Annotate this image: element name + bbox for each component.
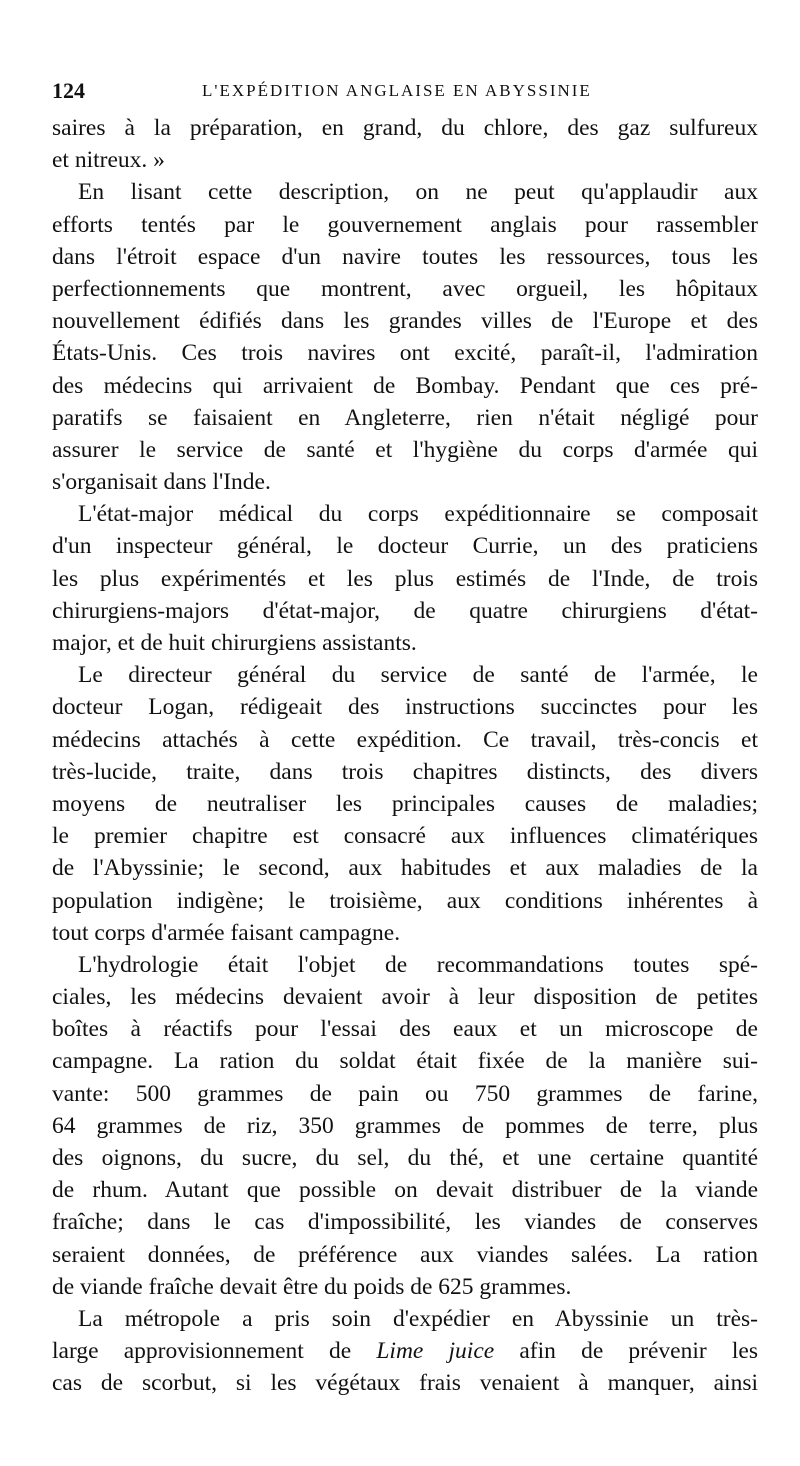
text-line: cas de scorbut, si les végétaux frais venaient à manquer, ainsi — [52, 1370, 758, 1397]
text-line: efforts tentés par le gouvernement anglais pour rassembler — [52, 211, 758, 238]
text-line: dans l'étroit espace d'un navire toutes les ressources, tous les — [52, 243, 758, 270]
text-line: campagne. La ration du soldat était fixée de la manière sui- — [52, 1048, 758, 1075]
page-header — [52, 78, 758, 108]
text-line: et nitreux. » — [52, 147, 165, 174]
text-line: nouvellement édifiés dans les grandes villes de l'Europe et des — [52, 308, 758, 335]
text-line: saires à la préparation, en grand, du chlore, des gaz sulfureux — [52, 115, 758, 141]
text-line: de viande fraîche devait être du poids de 625 grammes. — [52, 1273, 572, 1300]
text-line: seraient données, de préférence aux viandes salées. La ration — [52, 1241, 758, 1268]
page-number: 124 — [52, 78, 85, 103]
text-line: les plus expérimentés et les plus estimés de l'Inde, de trois — [52, 565, 758, 592]
text-line: très-lucide, traite, dans trois chapitres distincts, des divers — [52, 758, 758, 785]
text-line: d'un inspecteur général, le docteur Currie, un des praticiens — [52, 533, 758, 560]
text-line: de rhum. Autant que possible on devait distribuer de la viande — [52, 1177, 758, 1204]
text-line: 64 grammes de riz, 350 grammes de pommes de terre, plus — [52, 1112, 758, 1139]
text-line: le premier chapitre est consacré aux influences climatériques — [52, 823, 758, 850]
text-line: s'organisait dans l'Inde. — [52, 469, 271, 496]
text-line: ciales, les médecins devaient avoir à leur disposition de petites — [52, 984, 758, 1011]
text-line: de l'Abyssinie; le second, aux habitudes et aux maladies de la — [52, 855, 758, 882]
text-line: fraîche; dans le cas d'impossibilité, les viandes de conserves — [52, 1209, 758, 1236]
text-line: chirurgiens-majors d'état-major, de quatre chirurgiens d'état- — [52, 597, 758, 624]
text-line: En lisant cette description, on ne peut qu'applaudir aux — [78, 179, 758, 206]
text-line: docteur Logan, rédigeait des instructions succinctes pour les — [52, 694, 758, 721]
text-line: des médecins qui arrivaient de Bombay. Pendant que ces pré- — [52, 372, 758, 399]
text-line: major, et de huit chirurgiens assistants. — [52, 630, 417, 656]
text-line: La métropole a pris soin d'expédier en Abyssinie un très- — [78, 1305, 758, 1332]
text-line: moyens de neutraliser les principales causes de maladies; — [52, 790, 758, 817]
text-line: tout corps d'armée faisant campagne. — [52, 919, 401, 946]
running-title: L'EXPÉDITION ANGLAISE EN ABYSSINIE — [202, 81, 592, 100]
text-line: perfectionnements que montrent, avec orgueil, les hôpitaux — [52, 275, 758, 302]
text-line: paratifs se faisaient en Angleterre, rien n'était négligé pour — [52, 404, 758, 431]
text-line: boîtes à réactifs pour l'essai des eaux et un microscope de — [52, 1016, 758, 1043]
body-text — [52, 112, 758, 1400]
text-line: L'état-major médical du corps expéditionnaire se composait — [78, 501, 758, 528]
text-line: médecins attachés à cette expédition. Ce travail, très-concis et — [52, 726, 758, 753]
text-line: États-Unis. Ces trois navires ont excité, paraît-il, l'admiration — [52, 340, 758, 367]
text-line: L'hydrologie était l'objet de recommandations toutes spé- — [78, 951, 758, 978]
text-line: assurer le service de santé et l'hygiène du corps d'armée qui — [52, 436, 758, 463]
text-line: Le directeur général du service de santé de l'armée, le — [78, 662, 758, 689]
text-line: des oignons, du sucre, du sel, du thé, et une certaine quantité — [52, 1145, 758, 1171]
text-line: vante: 500 grammes de pain ou 750 grammes de farine, — [52, 1080, 758, 1107]
text-line: large approvisionnement de Lime juice afin de prévenir les — [52, 1338, 758, 1365]
italic-term: Lime juice — [376, 1338, 495, 1365]
text-line: population indigène; le troisième, aux conditions inhérentes à — [52, 887, 758, 914]
